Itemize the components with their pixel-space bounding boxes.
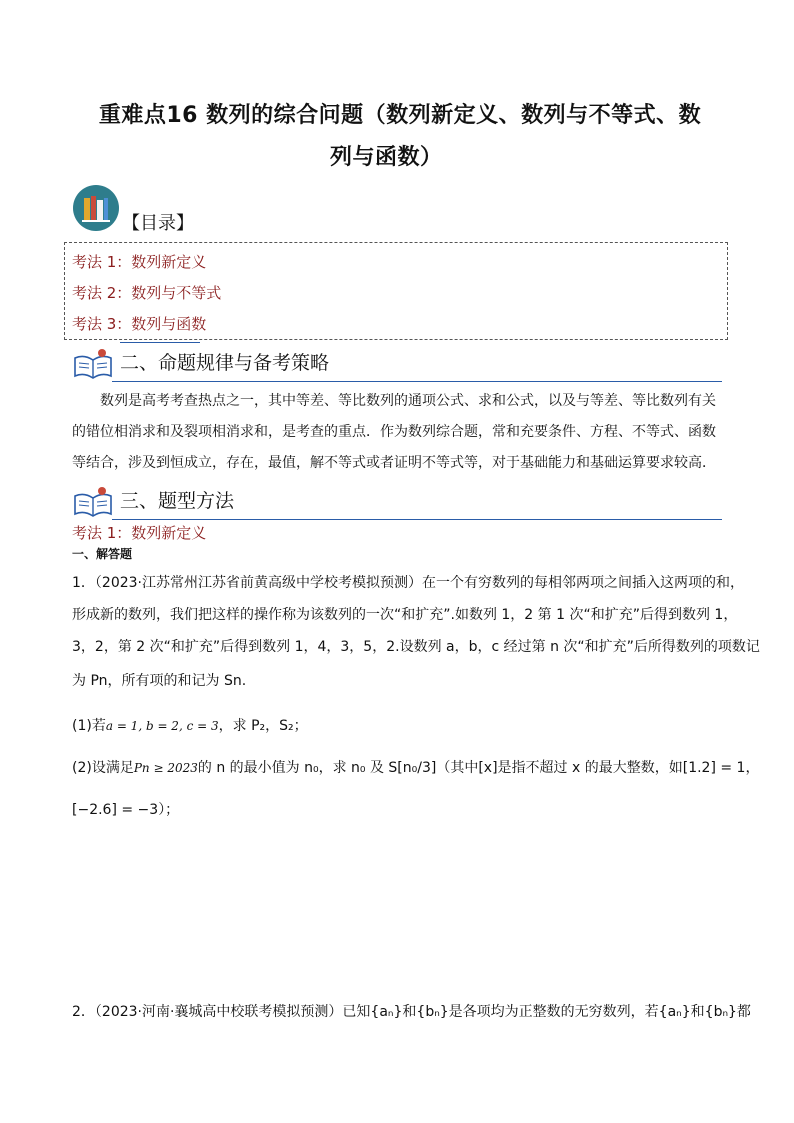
q1-prefix: (1)若 (72, 718, 106, 734)
section-rule (112, 519, 722, 520)
problem1-line-3: 3，2，第 2 次“和扩充”后得到数列 1，4，3，5，2.设数列 a，b，c 经过第 n 次“和扩充”后所得数列的项数记 (72, 639, 760, 655)
problem1-question-1 (72, 716, 308, 736)
toc-item-1[interactable]: 考法 1：数列新定义 (72, 253, 207, 271)
strategy-line-3: 等结合，涉及到恒成立，存在，最值，解不等式或者证明不等式等，对于基础能力和基础运算要求较高． (72, 455, 716, 471)
toc-item-2[interactable]: 考法 2：数列与不等式 (72, 284, 222, 302)
section-rule (112, 381, 722, 382)
q1-suffix: ，求 P₂，S₂； (218, 718, 308, 734)
toc-heading: 【目录】 (122, 213, 194, 234)
toc-item-3[interactable]: 考法 3：数列与函数 (72, 315, 207, 333)
problem2-line-1: 2．（2023·河南·襄城高中校联考模拟预测）已知{aₙ}和{bₙ}是各项均为正整数的无穷数列，若{aₙ}和{bₙ}都 (72, 1004, 751, 1020)
part-heading: 一、解答题 (72, 547, 133, 561)
problem1-question-2 (72, 758, 759, 778)
open-book-icon (72, 348, 114, 380)
page-title-line1: 重难点16 数列的综合问题（数列新定义、数列与不等式、数 (98, 103, 702, 128)
problem1-line-1: 1．（2023·江苏常州江苏省前黄高级中学校考模拟预测）在一个有穷数列的每相邻两项之间插入这两项的和， (72, 575, 744, 591)
page-title-line2: 列与函数） (330, 145, 443, 170)
strategy-line-2: 的错位相消求和及裂项相消求和，是考查的重点．作为数列综合题，常和充要条件、方程、不等式、函数 (72, 424, 716, 440)
strategy-line-1: 数列是高考考查热点之一，其中等差、等比数列的通项公式、求和公式，以及与等差、等比数列有关 (100, 393, 716, 409)
section-title: 二、命题规律与备考策略 (120, 352, 330, 374)
q2-formula: Pn ≥ 2023 (133, 761, 198, 775)
book-stack-icon (72, 184, 120, 232)
section-header-methods (72, 486, 722, 518)
method-subheading: 考法 1：数列新定义 (72, 524, 207, 542)
problem1-line-4: 为 Pn，所有项的和记为 Sn. (72, 673, 247, 689)
toc-underline (120, 342, 200, 343)
q1-formula: a = 1, b = 2, c = 3 (105, 719, 219, 733)
problem1-line-2: 形成新的数列，我们把这样的操作称为该数列的一次“和扩充”.如数列 1，2 第 1 次“和扩充”后得到数列 1， (72, 607, 738, 623)
section-title: 三、题型方法 (120, 490, 235, 512)
q2-mid: 的 n 的最小值为 n₀，求 n₀ 及 S[n₀/3] (197, 760, 437, 776)
open-book-icon (72, 486, 114, 518)
q2-tail: （其中[x]是指不超过 x 的最大整数，如[1.2] = 1， (436, 760, 760, 776)
problem1-question-2-cont: [−2.6] = −3）； (72, 802, 180, 818)
q2-prefix: (2)设满足 (72, 760, 134, 776)
section-header-strategy (72, 348, 722, 380)
